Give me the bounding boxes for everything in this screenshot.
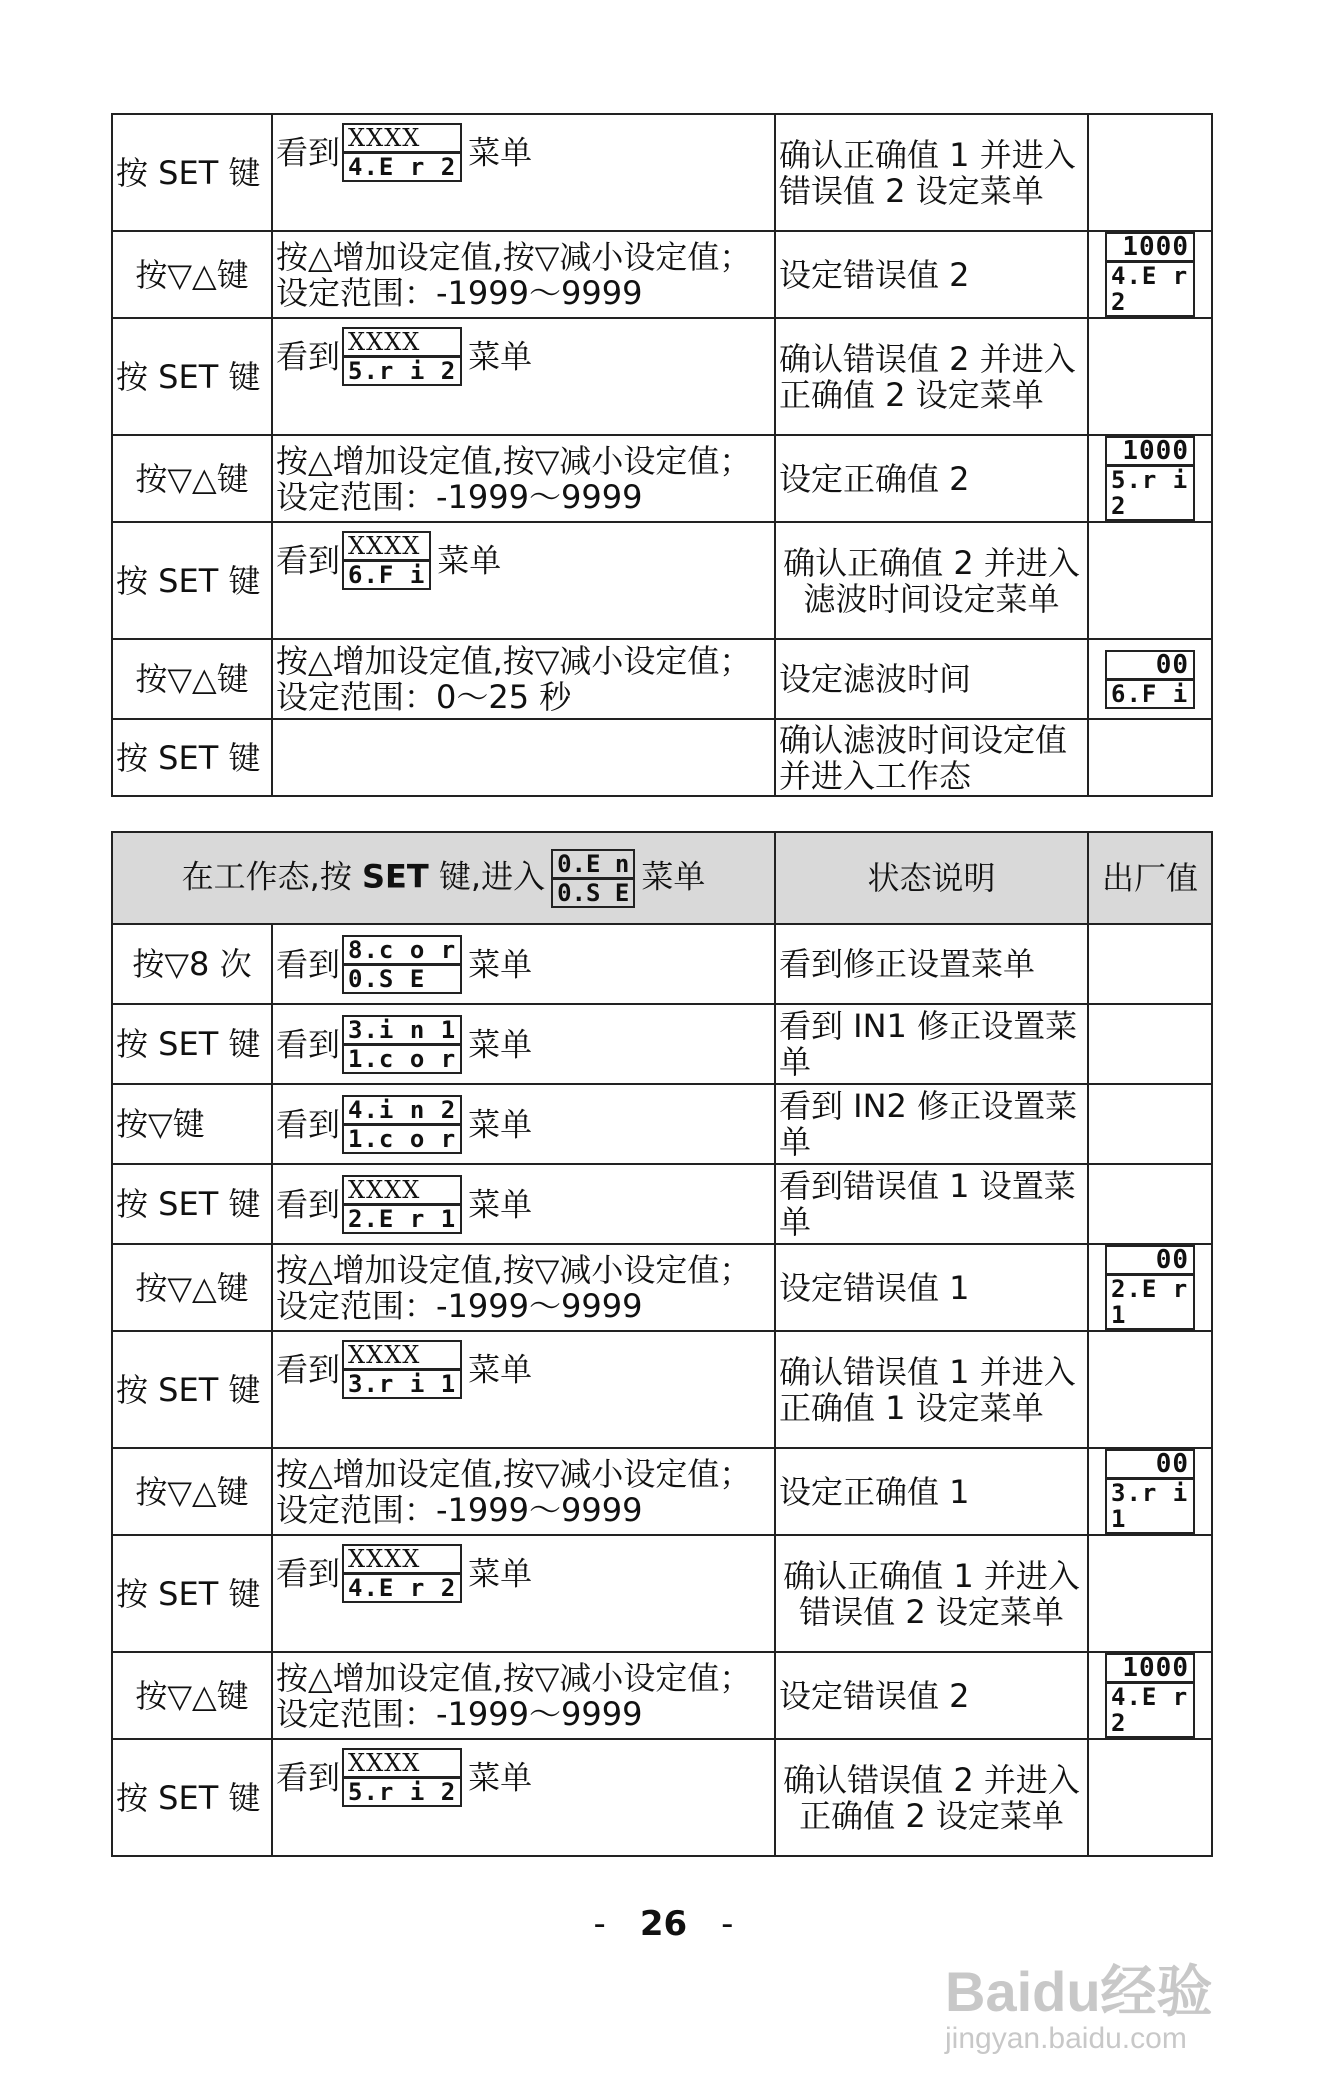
state-cell: 看到错误值 1 设置菜单 bbox=[775, 1164, 1088, 1244]
state-cell: 确认错误值 2 并进入正确值 2 设定菜单 bbox=[775, 1739, 1088, 1856]
operation-cell: 按 SET 键 bbox=[112, 1004, 272, 1084]
description-cell: 看到 XXXX 5.r i 2 菜单 bbox=[272, 318, 775, 435]
description-cell: 看到 XXXX 3.r i 1 菜单 bbox=[272, 1331, 775, 1448]
state-cell: 设定正确值 1 bbox=[775, 1448, 1088, 1535]
factory-value-cell bbox=[1088, 1535, 1212, 1652]
table-header-row bbox=[112, 832, 1212, 924]
lcd-display: XXXX 2.E r 1 bbox=[342, 1175, 462, 1234]
state-cell: 确认正确值 1 并进入错误值 2 设定菜单 bbox=[775, 1535, 1088, 1652]
lcd-display: 00 2.E r 1 bbox=[1105, 1245, 1195, 1330]
factory-value-cell bbox=[1088, 1084, 1212, 1164]
header-state: 状态说明 bbox=[775, 832, 1088, 924]
lcd-display: 00 3.r i 1 bbox=[1105, 1449, 1195, 1534]
factory-value-cell bbox=[1088, 1739, 1212, 1856]
lcd-display: XXXX 6.F i bbox=[342, 531, 431, 590]
factory-value-cell bbox=[1088, 114, 1212, 231]
factory-value-cell bbox=[1088, 522, 1212, 639]
lcd-display: $\frac{\text{4.i n 2}}{\text{1.c o r}}$ bbox=[342, 1095, 462, 1154]
table-row bbox=[112, 1004, 1212, 1084]
table-row bbox=[112, 924, 1212, 1004]
description-cell: 按△增加设定值,按▽减小设定值；设定范围：-1999～9999 bbox=[272, 1448, 775, 1535]
table-row bbox=[112, 1739, 1212, 1856]
page-number: - 26 - bbox=[593, 1904, 734, 1944]
description-cell: 看到 XXXX 4.E r 2 菜单 bbox=[272, 114, 775, 231]
lcd-display: $\frac{\text{0.E n}}{\text{0.S E}}$ bbox=[551, 849, 635, 908]
table-row bbox=[112, 639, 1212, 719]
state-cell: 设定错误值 1 bbox=[775, 1244, 1088, 1331]
factory-value-cell bbox=[1088, 1164, 1212, 1244]
factory-value-cell bbox=[1088, 1331, 1212, 1448]
state-cell: 确认错误值 2 并进入正确值 2 设定菜单 bbox=[775, 318, 1088, 435]
operation-cell: 按▽△键 bbox=[112, 1244, 272, 1331]
settings-table-2 bbox=[111, 831, 1213, 1857]
lcd-display: 1000 5.r i 2 bbox=[1105, 436, 1195, 521]
state-cell: 确认正确值 2 并进入滤波时间设定菜单 bbox=[775, 522, 1088, 639]
state-cell: 确认滤波时间设定值并进入工作态 bbox=[775, 719, 1088, 796]
operation-cell: 按 SET 键 bbox=[112, 1739, 272, 1856]
factory-value-cell bbox=[1088, 1244, 1212, 1331]
lcd-display: 00 6.F i bbox=[1105, 650, 1195, 709]
lcd-display: XXXX 4.E r 2 bbox=[342, 1544, 462, 1603]
description-cell: 看到 XXXX 2.E r 1 菜单 bbox=[272, 1164, 775, 1244]
operation-cell: 按 SET 键 bbox=[112, 318, 272, 435]
lcd-display: XXXX 5.r i 2 bbox=[342, 327, 462, 386]
lcd-display: XXXX 4.E r 2 bbox=[342, 123, 462, 182]
description-cell: 看到 XXXX 4.E r 2 菜单 bbox=[272, 1535, 775, 1652]
operation-cell: 按 SET 键 bbox=[112, 114, 272, 231]
description-cell: 看到 $\frac{\text{4.i n 2}}{\text{1.c o r}}$ 菜单 bbox=[272, 1084, 775, 1164]
description-cell: 按△增加设定值,按▽减小设定值；设定范围：0～25 秒 bbox=[272, 639, 775, 719]
table-row bbox=[112, 1448, 1212, 1535]
table-row bbox=[112, 522, 1212, 639]
factory-value-cell bbox=[1088, 639, 1212, 719]
settings-table-1 bbox=[111, 113, 1213, 797]
lcd-display: XXXX 3.r i 1 bbox=[342, 1340, 462, 1399]
description-cell: 按△增加设定值,按▽减小设定值；设定范围：-1999～9999 bbox=[272, 1244, 775, 1331]
watermark-logo: Baidu经验 bbox=[945, 1960, 1213, 2023]
state-cell: 看到修正设置菜单 bbox=[775, 924, 1088, 1004]
lcd-display: 1000 4.E r 2 bbox=[1105, 1653, 1195, 1738]
operation-cell: 按 SET 键 bbox=[112, 1535, 272, 1652]
state-cell: 确认错误值 1 并进入正确值 1 设定菜单 bbox=[775, 1331, 1088, 1448]
factory-value-cell bbox=[1088, 1448, 1212, 1535]
operation-cell: 按▽△键 bbox=[112, 639, 272, 719]
header-factory-value: 出厂值 bbox=[1088, 832, 1212, 924]
description-cell: 按△增加设定值,按▽减小设定值；设定范围：-1999～9999 bbox=[272, 435, 775, 522]
table-row bbox=[112, 1244, 1212, 1331]
state-cell: 设定正确值 2 bbox=[775, 435, 1088, 522]
factory-value-cell bbox=[1088, 719, 1212, 796]
table-row bbox=[112, 1535, 1212, 1652]
table-row bbox=[112, 231, 1212, 318]
table-row bbox=[112, 435, 1212, 522]
operation-cell: 按▽△键 bbox=[112, 231, 272, 318]
operation-cell: 按 SET 键 bbox=[112, 1164, 272, 1244]
factory-value-cell bbox=[1088, 435, 1212, 522]
lcd-display: XXXX 5.r i 2 bbox=[342, 1748, 462, 1807]
state-cell: 设定错误值 2 bbox=[775, 231, 1088, 318]
table-row bbox=[112, 1331, 1212, 1448]
description-cell bbox=[272, 719, 775, 796]
table-row bbox=[112, 1652, 1212, 1739]
lcd-display: $\frac{\text{3.i n 1}}{\text{1.c o r}}$ bbox=[342, 1015, 462, 1074]
description-cell: 看到 $\frac{\text{3.i n 1}}{\text{1.c o r}}$ 菜单 bbox=[272, 1004, 775, 1084]
operation-cell: 按▽△键 bbox=[112, 1652, 272, 1739]
table-row bbox=[112, 114, 1212, 231]
operation-cell: 按 SET 键 bbox=[112, 719, 272, 796]
operation-cell: 按▽△键 bbox=[112, 1448, 272, 1535]
operation-cell: 按▽△键 bbox=[112, 435, 272, 522]
table-row bbox=[112, 1164, 1212, 1244]
operation-cell: 按▽8 次 bbox=[112, 924, 272, 1004]
watermark-url: jingyan.baidu.com bbox=[945, 2022, 1187, 2055]
factory-value-cell bbox=[1088, 1652, 1212, 1739]
state-cell: 设定滤波时间 bbox=[775, 639, 1088, 719]
description-cell: 看到 XXXX 6.F i 菜单 bbox=[272, 522, 775, 639]
description-cell: 看到 $\frac{\text{8.c o r}}{\text{0.S E}}$ 菜单 bbox=[272, 924, 775, 1004]
table-row bbox=[112, 1084, 1212, 1164]
factory-value-cell bbox=[1088, 318, 1212, 435]
lcd-display: 1000 4.E r 2 bbox=[1105, 232, 1195, 317]
state-cell: 设定错误值 2 bbox=[775, 1652, 1088, 1739]
factory-value-cell bbox=[1088, 1004, 1212, 1084]
operation-cell: 按 SET 键 bbox=[112, 1331, 272, 1448]
state-cell: 看到 IN2 修正设置菜单 bbox=[775, 1084, 1088, 1164]
state-cell: 确认正确值 1 并进入错误值 2 设定菜单 bbox=[775, 114, 1088, 231]
description-cell: 按△增加设定值,按▽减小设定值；设定范围：-1999～9999 bbox=[272, 1652, 775, 1739]
lcd-display: $\frac{\text{8.c o r}}{\text{0.S E}}$ bbox=[342, 935, 462, 994]
header-operation: 在工作态,按 SET 键,进入 $\frac{\text{0.E n}}{\text{0.S E}}$ 菜单 bbox=[112, 832, 775, 924]
factory-value-cell bbox=[1088, 924, 1212, 1004]
table-row bbox=[112, 719, 1212, 796]
factory-value-cell bbox=[1088, 231, 1212, 318]
operation-cell: 按 SET 键 bbox=[112, 522, 272, 639]
table-row bbox=[112, 318, 1212, 435]
operation-cell: 按▽键 bbox=[112, 1084, 272, 1164]
description-cell: 看到 XXXX 5.r i 2 菜单 bbox=[272, 1739, 775, 1856]
description-cell: 按△增加设定值,按▽减小设定值；设定范围：-1999～9999 bbox=[272, 231, 775, 318]
state-cell: 看到 IN1 修正设置菜单 bbox=[775, 1004, 1088, 1084]
